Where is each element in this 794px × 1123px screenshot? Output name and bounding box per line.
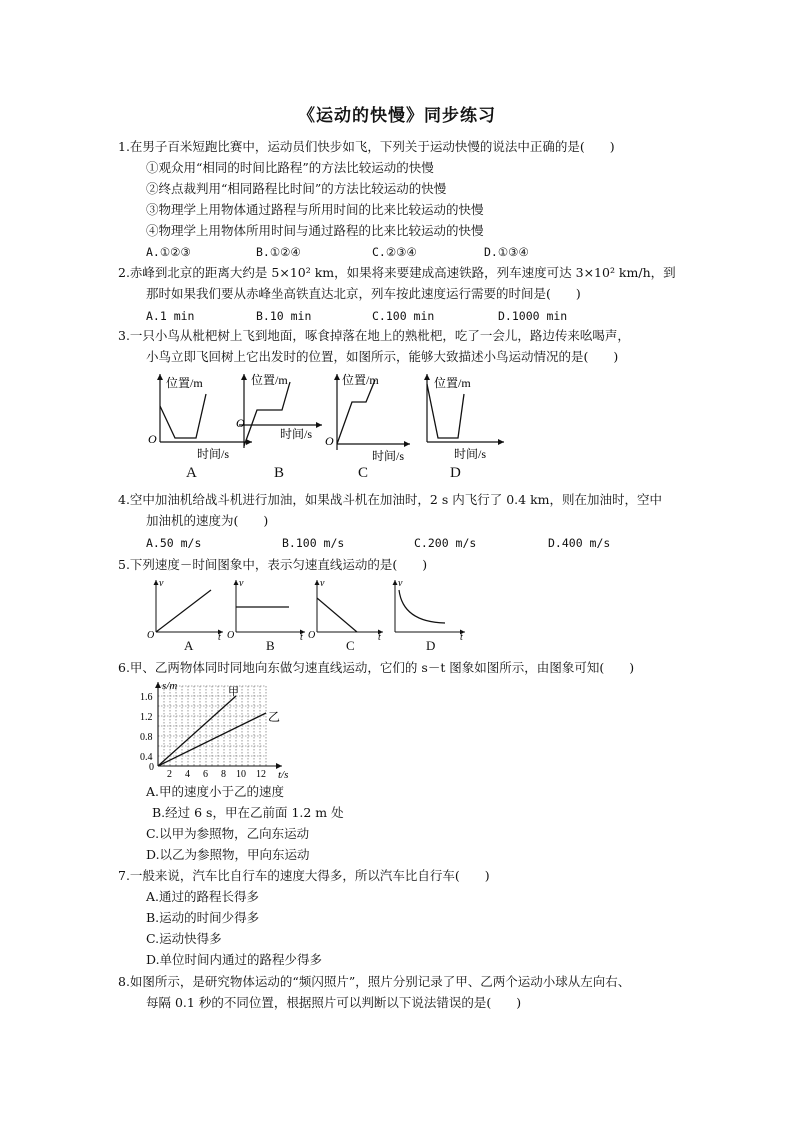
q3-label-d: D: [450, 465, 461, 481]
q6-xtick-4: 4: [185, 769, 190, 780]
q3-b-xlabel: 时间/s: [280, 427, 313, 441]
q6-xlabel: t/s: [278, 769, 289, 780]
q3-graph-c: [325, 373, 410, 463]
q3-d-ylabel: 位置/m: [434, 376, 471, 390]
q3-c-xlabel: 时间/s: [372, 449, 405, 463]
q3-stem-2: 小鸟立即飞回树上它出发时的位置，如图所示，能够大致描述小鸟运动情况的是( ): [146, 349, 619, 364]
q4-option-d: D.400 m/s: [548, 536, 611, 550]
q6-origin: 0: [149, 762, 154, 773]
q7-option-b: B.运动的时间少得多: [146, 910, 260, 925]
q3-graph-d: [424, 374, 504, 461]
q3-d-xlabel: 时间/s: [454, 447, 487, 461]
q6-ytick-1.6: 1.6: [140, 692, 153, 703]
q5-a-v: v: [159, 578, 164, 589]
q6-ytick-0.4: 0.4: [140, 752, 153, 763]
q3-figure: [140, 370, 520, 490]
q5-a-t: t: [218, 632, 221, 643]
q5-c-t: t: [378, 632, 381, 643]
q4-option-c: C.200 m/s: [414, 536, 477, 550]
q8-stem-1: 8.如图所示，是研究物体运动的“频闪照片”，照片分别记录了甲、乙两个运动小球从左向右、: [118, 974, 631, 989]
q6-yi-label: 乙: [268, 710, 281, 724]
page-title: 《运动的快慢》同步练习: [298, 106, 496, 126]
q3-b-origin: O: [236, 416, 245, 430]
q5-graph-b: [227, 578, 305, 643]
q2-option-b: B.10 min: [256, 309, 312, 323]
q6-option-c: C.以甲为参照物，乙向东运动: [146, 826, 310, 841]
q4-option-b: B.100 m/s: [282, 536, 345, 550]
q2-option-a: A.1 min: [146, 309, 195, 323]
q3-c-origin: O: [325, 434, 334, 448]
q1-option-c: C.②③④: [372, 245, 417, 259]
q8-stem-2: 每隔 0.1 秒的不同位置，根据照片可以判断以下说法错误的是( ): [146, 995, 522, 1010]
q1-option-a: A.①②③: [146, 245, 191, 259]
q3-a-origin: O: [148, 432, 157, 446]
q5-c-v: v: [320, 578, 325, 589]
q4-option-a: A.50 m/s: [146, 536, 202, 550]
q7-stem: 7.一般来说，汽车比自行车的速度大得多，所以汽车比自行车( ): [118, 868, 490, 883]
q7-option-d: D.单位时间内通过的路程少得多: [146, 952, 323, 967]
q2-option-d: D.1000 min: [498, 309, 568, 323]
q4-stem-2: 加油机的速度为( ): [146, 513, 269, 528]
q1-option-b: B.①②④: [256, 245, 301, 259]
q6-xtick-6: 6: [203, 769, 208, 780]
q5-d-v: v: [398, 578, 403, 589]
q6-st-graph: [140, 680, 300, 780]
q3-b-ylabel: 位置/m: [251, 373, 288, 387]
q1-item-2: ②终点裁判用“相同路程比时间”的方法比较运动的快慢: [146, 181, 447, 196]
q7-option-c: C.运动快得多: [146, 931, 222, 946]
q1-stem: 1.在男子百米短跑比赛中，运动员们快步如飞，下列关于运动快慢的说法中正确的是( ): [118, 139, 615, 154]
q5-b-t: t: [300, 632, 303, 643]
q6-xtick-10: 10: [236, 769, 246, 780]
q5-graph-c: [308, 578, 383, 643]
q3-label-a: A: [186, 465, 197, 481]
q5-label-c: C: [346, 638, 355, 653]
q5-stem: 5.下列速度－时间图象中，表示匀速直线运动的是( ): [118, 557, 428, 572]
q3-graph-b: [236, 373, 322, 448]
q6-jia-label: 甲: [228, 686, 239, 698]
q6-option-a: A.甲的速度小于乙的速度: [146, 784, 285, 799]
q5-a-origin: O: [147, 630, 155, 641]
q1-item-1: ①观众用“相同的时间比路程”的方法比较运动的快慢: [146, 160, 434, 175]
q1-option-d: D.①③④: [484, 245, 529, 259]
q5-b-origin: O: [227, 630, 235, 641]
q5-label-a: A: [184, 638, 194, 653]
q5-label-d: D: [426, 638, 436, 653]
q5-d-t: t: [460, 632, 463, 643]
q6-stem: 6.甲、乙两物体同时同地向东做匀速直线运动，它们的 s－t 图象如图所示，由图象可知( ): [118, 660, 635, 675]
q5-graph-d: [393, 578, 466, 643]
q3-a-xlabel: 时间/s: [197, 447, 230, 461]
q3-c-ylabel: 位置/m: [342, 373, 379, 387]
q6-line-jia: [158, 696, 236, 766]
q6-ytick-1.2: 1.2: [140, 712, 153, 723]
q2-stem-1: 2.赤峰到北京的距离大约是 5×10² km，如果将来要建成高速铁路，列车速度可达 3×10² km/h，到: [118, 265, 676, 280]
q6-ylabel: s/m: [162, 680, 178, 692]
q4-stem-1: 4.空中加油机给战斗机进行加油，如果战斗机在加油时，2 s 内飞行了 0.4 km，则在加油时，空中: [118, 492, 662, 507]
q5-c-origin: O: [308, 630, 316, 641]
q6-option-b: B.经过 6 s，甲在乙前面 1.2 m 处: [152, 805, 344, 820]
q6-ytick-0.8: 0.8: [140, 732, 153, 743]
q3-label-c: C: [358, 465, 369, 481]
q6-xtick-2: 2: [167, 769, 172, 780]
q3-label-b: B: [274, 465, 285, 481]
q5-graph-a: [147, 578, 223, 643]
q5-label-b: B: [266, 638, 275, 653]
q2-stem-2: 那时如果我们要从赤峰坐高铁直达北京，列车按此速度运行需要的时间是( ): [146, 286, 581, 301]
q3-stem-1: 3.一只小鸟从枇杷树上飞到地面，啄食掉落在地上的熟枇杷，吃了一会儿，路边传来吆喝声，: [118, 328, 630, 343]
q2-option-c: C.100 min: [372, 309, 435, 323]
q6-xtick-12: 12: [256, 769, 266, 780]
q5-b-v: v: [239, 578, 244, 589]
q1-item-3: ③物理学上用物体通过路程与所用时间的比来比较运动的快慢: [146, 202, 484, 217]
q3-a-ylabel: 位置/m: [166, 376, 203, 390]
q7-option-a: A.通过的路程长得多: [146, 889, 260, 904]
q6-xtick-8: 8: [221, 769, 226, 780]
q6-option-d: D.以乙为参照物，甲向东运动: [146, 847, 310, 862]
q1-item-4: ④物理学上用物体所用时间与通过路程的比来比较运动的快慢: [146, 223, 484, 238]
